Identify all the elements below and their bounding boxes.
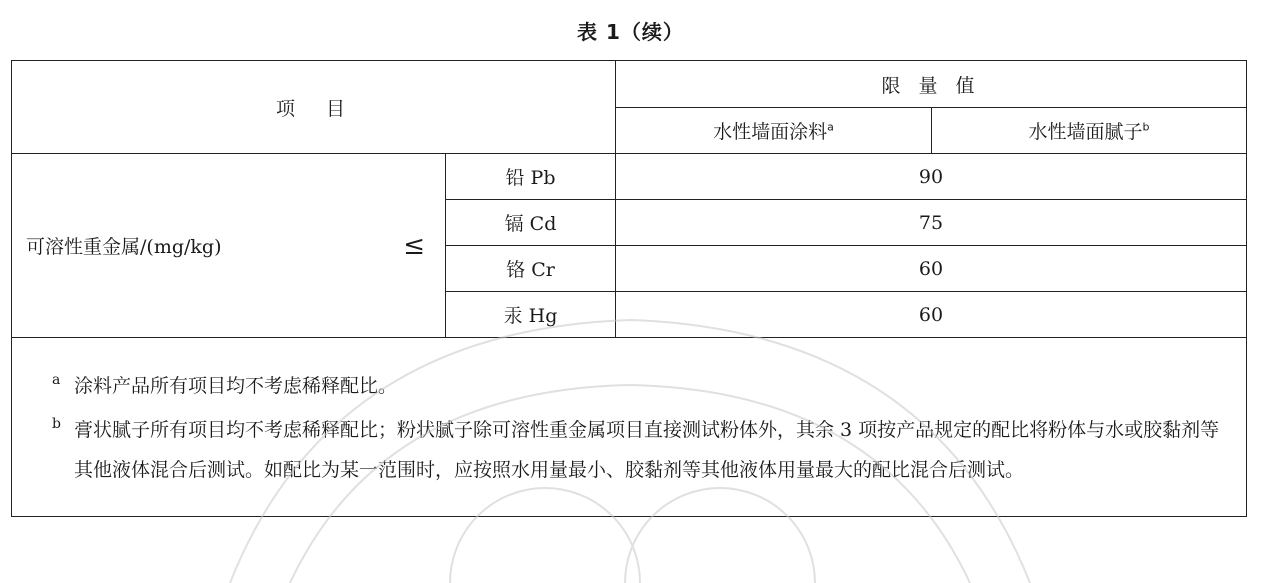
metal-value: 60 (616, 246, 1247, 292)
metal-value: 90 (616, 154, 1247, 200)
footnote-text: 涂料产品所有项目均不考虑稀释配比。 (74, 375, 398, 397)
col-putty-header: 水性墙面腻子$^b$ (932, 108, 1247, 154)
footnote-row (12, 338, 1247, 517)
header-row-1 (12, 61, 1247, 108)
col-putty-sup: b (1142, 120, 1150, 134)
group-label-cell (12, 154, 446, 338)
metal-name: 铬 Cr (446, 246, 616, 292)
metal-name: 汞 Hg (446, 292, 616, 338)
col-paint-header: 水性墙面涂料$^a$ (616, 108, 932, 154)
metal-name: 镉 Cd (446, 200, 616, 246)
limits-table (11, 60, 1247, 517)
metal-name: 铅 Pb (446, 154, 616, 200)
footnote-a (52, 366, 1226, 406)
footnote-mark: a (52, 372, 61, 388)
metal-value: 60 (616, 292, 1247, 338)
table-row (12, 154, 1247, 200)
metal-value: 75 (616, 200, 1247, 246)
leq-symbol: ≤ (403, 230, 425, 261)
limit-header: 限 量 值 (616, 61, 1247, 108)
footnote-mark: b (52, 416, 61, 432)
col-paint-sup: a (827, 120, 834, 134)
footnote-text: 膏状腻子所有项目均不考虑稀释配比；粉状腻子除可溶性重金属项目直接测试粉体外，其余 3 项按产品规定的配比将粉体与水或胶黏剂等其他液体混合后测试。如配比为某一范围时，应按照水用量最小、胶黏剂等其他液体用量最大的配比混合后测试。 (74, 419, 1220, 481)
footnote-b (52, 410, 1226, 490)
group-label: 可溶性重金属/(mg/kg) (26, 236, 222, 258)
table-title: 表 1（续） (577, 20, 684, 44)
footnotes-cell (12, 338, 1247, 517)
item-header: 项 目 (12, 61, 616, 154)
